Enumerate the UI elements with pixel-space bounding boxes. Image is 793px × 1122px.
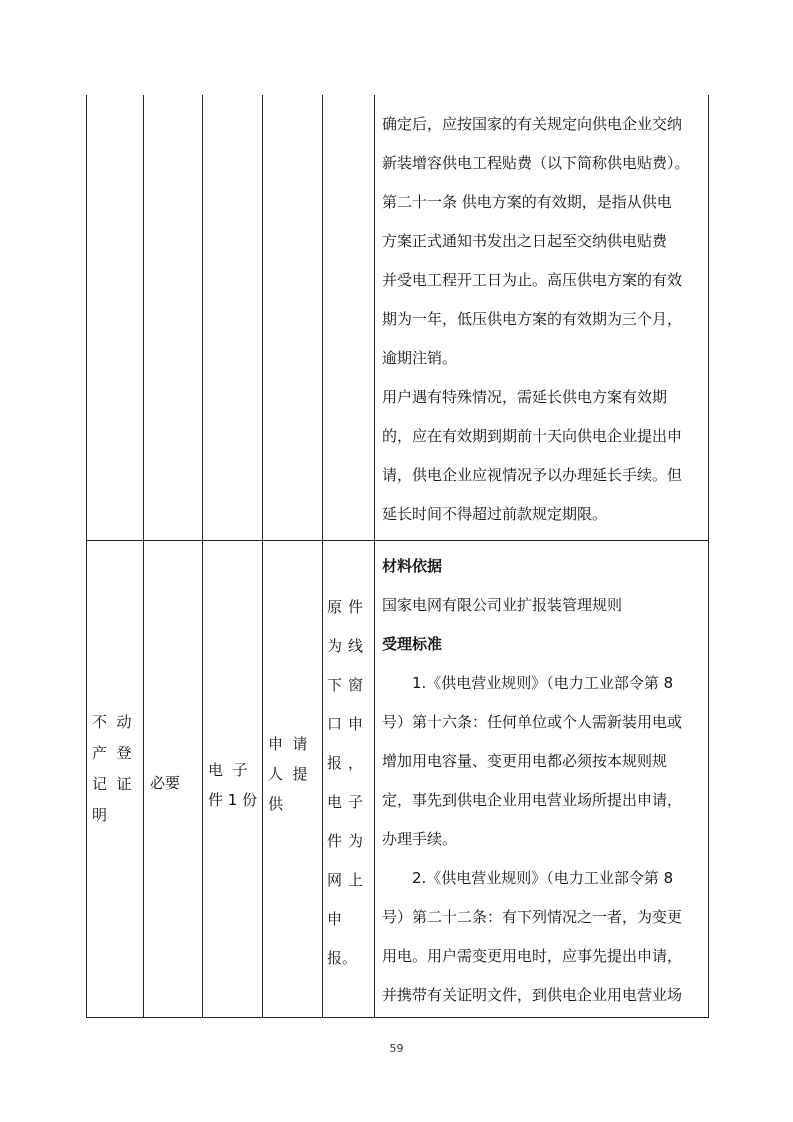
- material-name-line: 记 证: [92, 775, 132, 793]
- required-cell: [150, 770, 200, 796]
- text-line: 用电。用户需变更用电时，应事先提出申请，: [382, 947, 683, 965]
- source-line: 申 请: [268, 735, 308, 753]
- submission-line: 下窗: [327, 676, 370, 694]
- text-line: 办理手续。: [382, 830, 458, 848]
- text-line: 号）第二十二条：有下列情况之一者，为变更: [382, 908, 683, 926]
- submission-line: 为线: [327, 637, 370, 655]
- source-line: 供: [268, 795, 284, 813]
- requirements-table: [86, 95, 709, 1018]
- submission-line: 原件: [327, 598, 370, 616]
- bottom-row-text: [382, 547, 702, 1015]
- column-divider: [202, 95, 203, 1018]
- text-line: 2.《供电营业规则》（电力工业部令第 8: [412, 869, 674, 887]
- material-name-line: 产 登: [92, 744, 132, 762]
- page-number: 59: [389, 1042, 404, 1055]
- form-cell: [208, 755, 262, 815]
- submission-line: 件为: [327, 832, 370, 850]
- text-line: 期为一年，低压供电方案的有效期为三个月，: [382, 310, 683, 328]
- material-name-cell: [92, 707, 142, 831]
- submission-line: 申: [327, 910, 343, 928]
- basis-text: 国家电网有限公司业扩报装管理规则: [382, 596, 623, 614]
- table-border-left: [86, 95, 87, 1018]
- text-line: 确定后，应按国家的有关规定向供电企业交纳: [382, 115, 683, 133]
- text-line: 用户遇有特殊情况，需延长供电方案有效期: [382, 388, 668, 406]
- submission-line: 口申: [327, 715, 370, 733]
- text-line: 的，应在有效期到期前十天向供电企业提出申: [382, 427, 683, 445]
- source-cell: [268, 729, 322, 819]
- table-border-bottom: [86, 1017, 709, 1018]
- text-line: 新装增容供电工程贴费（以下简称供电贴费）。: [382, 154, 690, 172]
- column-divider: [262, 95, 263, 1018]
- submission-cell: [327, 588, 375, 978]
- material-name-line: 不 动: [92, 713, 132, 731]
- text-line: 号）第十六条：任何单位或个人需新装用电或: [382, 713, 683, 731]
- top-row-text: [382, 105, 702, 534]
- text-line: 方案正式通知书发出之日起至交纳供电贴费: [382, 232, 668, 250]
- text-line: 1.《供电营业规则》（电力工业部令第 8: [412, 674, 674, 692]
- text-line: 并受电工程开工日为止。高压供电方案的有效: [382, 271, 683, 289]
- row-divider: [86, 540, 709, 541]
- text-line: 请，供电企业应视情况予以办理延长手续。但: [382, 466, 683, 484]
- column-divider: [143, 95, 144, 1018]
- text-line: 第二十一条 供电方案的有效期，是指从供电: [382, 193, 672, 211]
- required-label: 必要: [150, 774, 181, 792]
- submission-line: 报，: [327, 754, 370, 772]
- text-line: 增加用电容量、变更用电都必须按本规则规: [382, 752, 668, 770]
- material-name-line: 明: [92, 806, 108, 824]
- column-divider: [322, 95, 323, 1018]
- submission-line: 报。: [327, 949, 358, 967]
- submission-line: 电子: [327, 793, 370, 811]
- source-line: 人 提: [268, 765, 308, 783]
- text-line: 逾期注销。: [382, 349, 458, 367]
- table-border-right: [708, 95, 709, 1018]
- section-heading-standard: 受理标准: [382, 635, 443, 653]
- section-heading-basis: 材料依据: [382, 557, 443, 575]
- text-line: 并携带有关证明文件，到供电企业用电营业场: [382, 986, 683, 1004]
- form-line: 电 子: [208, 761, 248, 779]
- text-line: 延长时间不得超过前款规定期限。: [382, 505, 608, 523]
- text-line: 定，事先到供电企业用电营业场所提出申请，: [382, 791, 683, 809]
- form-line: 件 1 份: [208, 791, 258, 809]
- submission-line: 网上: [327, 871, 370, 889]
